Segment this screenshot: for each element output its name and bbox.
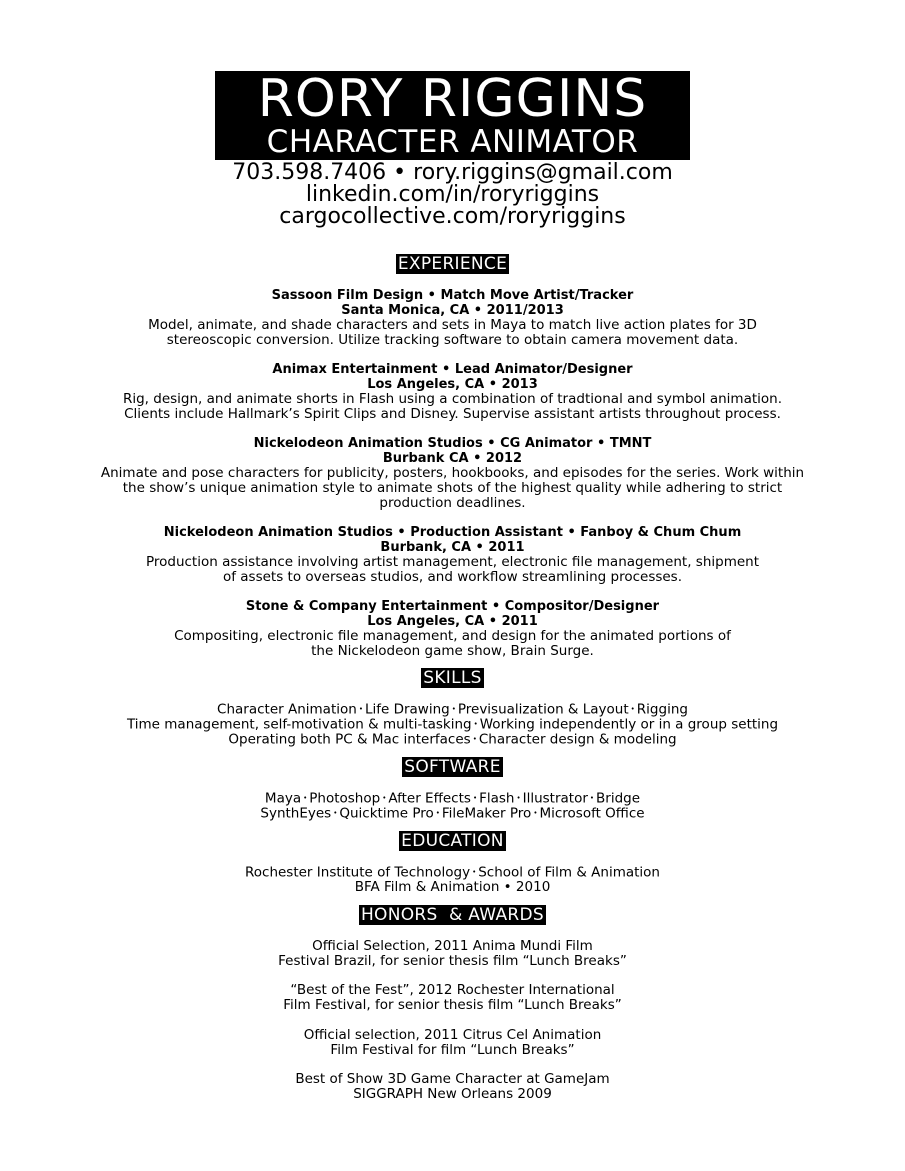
software-item: Illustrator	[522, 790, 588, 807]
software-item: SynthEyes	[260, 805, 332, 822]
honor-line: Official selection, 2011 Citrus Cel Animation	[303, 1027, 602, 1043]
job-location: Burbank CA • 2012	[382, 451, 523, 466]
job-title: Sassoon Film Design • Match Move Artist/Tracker	[271, 288, 634, 303]
software-line	[0, 806, 905, 822]
bullet-separator: •	[451, 705, 456, 713]
job-location: Los Angeles, CA • 2013	[367, 377, 538, 392]
job-location: Los Angeles, CA • 2011	[367, 614, 538, 629]
education-item: Rochester Institute of Technology	[244, 864, 471, 881]
bullet-separator: •	[472, 735, 477, 743]
applicant-name: RORY RIGGINS	[257, 69, 648, 129]
bullet-separator: •	[533, 809, 538, 817]
software-item: Quicktime Pro	[339, 805, 434, 822]
honor-line: Official Selection, 2011 Anima Mundi Film	[312, 938, 593, 954]
skill-item: Character Animation	[217, 701, 357, 718]
bullet-separator: •	[472, 868, 477, 876]
honor-line: “Best of the Fest”, 2012 Rochester International	[290, 982, 615, 998]
skill-item: Operating both PC & Mac interfaces	[228, 731, 471, 748]
honor-line: Festival Brazil, for senior thesis film “Lunch Breaks”	[278, 953, 627, 969]
software-item: After Effects	[388, 790, 471, 807]
skill-item: Time management, self-motivation & multi-tasking	[126, 716, 472, 733]
job-description: production deadlines.	[379, 495, 526, 511]
honor-line: Film Festival for film “Lunch Breaks”	[330, 1042, 575, 1058]
education-heading: EDUCATION	[401, 831, 504, 851]
experience-heading: EXPERIENCE	[397, 254, 508, 274]
job-location: Santa Monica, CA • 2011/2013	[341, 303, 564, 318]
skills-heading: SKILLS	[423, 668, 482, 688]
job-description: the show’s unique animation style to animate shots of the highest quality while adhering to strict	[122, 480, 783, 496]
education-item: School of Film & Animation	[478, 864, 660, 881]
job-description: Model, animate, and shade characters and sets in Maya to match live action plates for 3D	[148, 317, 757, 333]
job-location: Burbank, CA • 2011	[380, 540, 525, 555]
honors-heading-row	[0, 905, 905, 925]
job-description: of assets to overseas studios, and workflow streamlining processes.	[222, 569, 683, 585]
contact-linkedin: linkedin.com/in/roryriggins	[305, 182, 600, 207]
education-degree: BFA Film & Animation • 2010	[354, 879, 551, 895]
bullet-separator: •	[333, 809, 338, 817]
applicant-title: CHARACTER ANIMATOR	[266, 124, 639, 160]
skills-line	[0, 732, 905, 748]
job-title: Nickelodeon Animation Studios • CG Animator • TMNT	[253, 436, 652, 451]
software-item: Flash	[479, 790, 515, 807]
bullet-separator: •	[473, 720, 478, 728]
software-item: FileMaker Pro	[441, 805, 532, 822]
experience-heading-row	[0, 254, 905, 274]
skill-item: Rigging	[636, 701, 688, 718]
skill-item: Life Drawing	[364, 701, 450, 718]
job-description: Animate and pose characters for publicity, posters, hookbooks, and episodes for the series. Work within	[100, 465, 805, 481]
bullet-separator: •	[435, 809, 440, 817]
skills-line	[0, 717, 905, 733]
skill-item: Working independently or in a group setting	[479, 716, 779, 733]
bullet-separator: •	[472, 794, 478, 802]
bullet-separator: •	[303, 794, 308, 802]
job-description: stereoscopic conversion. Utilize tracking software to obtain camera movement data.	[166, 332, 739, 348]
contact-portfolio: cargocollective.com/roryriggins	[279, 204, 626, 229]
software-item: Photoshop	[309, 790, 381, 807]
skill-item: Previsualization & Layout	[457, 701, 629, 718]
software-item: Microsoft Office	[539, 805, 645, 822]
software-item: Bridge	[596, 790, 641, 807]
skills-heading-row	[0, 668, 905, 688]
software-heading-row	[0, 757, 905, 777]
job-description: Rig, design, and animate shorts in Flash using a combination of tradtional and symbol animation.	[122, 391, 783, 407]
honor-line: Film Festival, for senior thesis film “Lunch Breaks”	[283, 997, 622, 1013]
bullet-separator: •	[382, 794, 387, 802]
honor-line: Best of Show 3D Game Character at GameJam	[295, 1071, 610, 1087]
contact-phone-email: 703.598.7406 • rory.riggins@gmail.com	[232, 160, 673, 185]
skill-item: Character design & modeling	[478, 731, 677, 748]
bullet-separator: •	[589, 794, 595, 802]
software-heading: SOFTWARE	[404, 757, 501, 777]
software-item: Maya	[264, 790, 302, 807]
name-banner	[215, 71, 690, 160]
software-line	[0, 791, 905, 807]
bullet-separator: •	[630, 705, 635, 713]
job-title: Stone & Company Entertainment • Compositor/Designer	[245, 599, 660, 614]
job-description: Clients include Hallmark’s Spirit Clips and Disney. Supervise assistant artists throughout process.	[124, 406, 781, 422]
job-title: Animax Entertainment • Lead Animator/Designer	[272, 362, 633, 377]
job-title: Nickelodeon Animation Studios • Production Assistant • Fanboy & Chum Chum	[163, 525, 742, 540]
skills-line	[0, 702, 905, 718]
bullet-separator: •	[358, 705, 363, 713]
honor-line: SIGGRAPH New Orleans 2009	[353, 1086, 552, 1102]
honors-heading: HONORS & AWARDS	[360, 905, 545, 925]
job-description: Production assistance involving artist management, electronic file management, shipment	[145, 554, 760, 570]
job-description: the Nickelodeon game show, Brain Surge.	[311, 643, 594, 659]
bullet-separator: •	[516, 794, 521, 802]
education-heading-row	[0, 831, 905, 851]
job-description: Compositing, electronic file management, and design for the animated portions of	[174, 628, 731, 644]
